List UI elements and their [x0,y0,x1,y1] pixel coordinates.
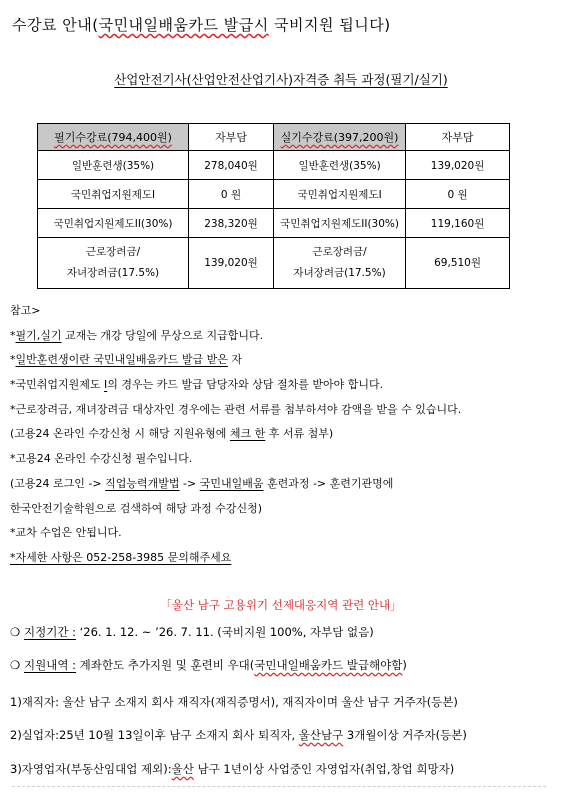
contact-line: *자세한 사항은 052-258-3985 문의해주세요 [10,550,232,564]
header-self-pay-1: 자부담 [189,124,274,151]
table-cell: 국민취업지원제도II(30%) [38,209,189,238]
period-line: ❍ 지정기간 : ‘26. 1. 12. ~ ’26. 7. 11. (국비지원 100%, 자부담 없음) [10,625,374,639]
note-line: *필기,실기 교재는 개강 당일에 무상으로 지급합니다. [10,328,264,342]
cell-line: 자녀장려금(17.5%) [66,267,160,279]
course-subtitle [0,70,562,88]
bullet-icon: ❍ [10,658,21,672]
bullet-icon: ❍ [10,625,21,639]
title-suffix: 국비지원 됩니다) [268,16,391,34]
eligibility-item: 1)재직자: 울산 남구 소재지 회사 재직자(재직증명서), 재직자이며 울산 남구 거주자(등본) [10,695,458,709]
note-line: *교차 수업은 안됩니다. [10,526,122,540]
notes-section [10,299,461,571]
ulsan-notice-title: 「울산 남구 고용위기 선제대응지역 관련 안내」 [160,598,402,612]
eligibility-item: 2)실업자:25년 10월 13일이후 남구 소재지 회사 퇴직자, 울산남구 3개월이상 거주자(등본) [10,728,467,742]
header-written-fee: 필기수강료(794,400원) [38,124,189,151]
table-cell: 국민취업지원제도I [38,180,189,209]
eligibility-item: 3)자영업자(부동산임대업 제외):울산 남구 1년이상 사업중인 자영업자(취업,창업 희망자) [10,762,455,776]
header-practical-fee: 실기수강료(397,200원) [273,124,405,151]
note-line: *국민취업지원제도 I의 경우는 카드 발급 담당자와 상담 절차를 받아야 합니다. [10,378,384,392]
page-title [12,14,391,35]
table-cell: 69,510원 [406,238,510,289]
table-cell: 119,160원 [406,209,510,238]
table-row [38,180,510,209]
table-cell: 국민취업지원제도II(30%) [273,209,405,238]
cell-line: 자녀장려금(17.5%) [293,267,386,279]
page-break-line [12,786,546,787]
table-row [38,151,510,180]
table-row [38,209,510,238]
table-cell: 139,020원 [406,151,510,180]
table-cell: 일반훈련생(35%) [38,151,189,180]
note-line: *고용24 온라인 수강신청 필수입니다. [10,452,193,466]
table-cell: 238,320원 [189,209,274,238]
table-cell: 0 원 [406,180,510,209]
fee-table [37,123,510,289]
table-cell: 0 원 [189,180,274,209]
table-cell: 일반훈련생(35%) [273,151,405,180]
cell-line: 근로장려금/ [312,246,367,258]
header-self-pay-2: 자부담 [406,124,510,151]
table-cell [38,238,189,289]
table-cell: 278,040원 [189,151,274,180]
table-cell: 국민취업지원제도I [273,180,405,209]
title-prefix: 수강료 안내( [12,16,99,34]
title-highlight: 국민내일배움카드 발급시 [98,16,269,34]
note-line: (고용24 로그인 -> 직업능력개발법 -> 국민내일배움 훈련과정 -> 훈련기관명에 [10,476,394,490]
table-row [38,238,510,289]
note-line: *일반훈련생이란 국민내일배움카드 발급 받은 자 [10,353,243,367]
table-cell [273,238,405,289]
course-subtitle-text: 산업안전기사(산업안전산업기사)자격증 취득 과정(필기/실기) [114,72,448,87]
note-line: 한국안전기술학원으로 검색하여 해당 과정 수강신청) [10,501,263,515]
support-line: ❍ 지원내역 : 계좌한도 추가지원 및 훈련비 우대(국민내일배움카드 발급해야함) [10,658,407,672]
fee-table-header [38,124,510,151]
note-line: *근로장려금, 재녀장려금 대상자인 경우에는 관련 서류를 첨부하셔야 감액을 받을 수 있습니다. [10,402,462,416]
cell-line: 근로장려금/ [85,246,141,258]
notes-heading: 참고> [10,304,41,317]
table-cell: 139,020원 [189,238,274,289]
note-line: (고용24 온라인 수강신청 시 해당 지원유형에 체크 한 후 서류 첨부) [10,427,334,441]
